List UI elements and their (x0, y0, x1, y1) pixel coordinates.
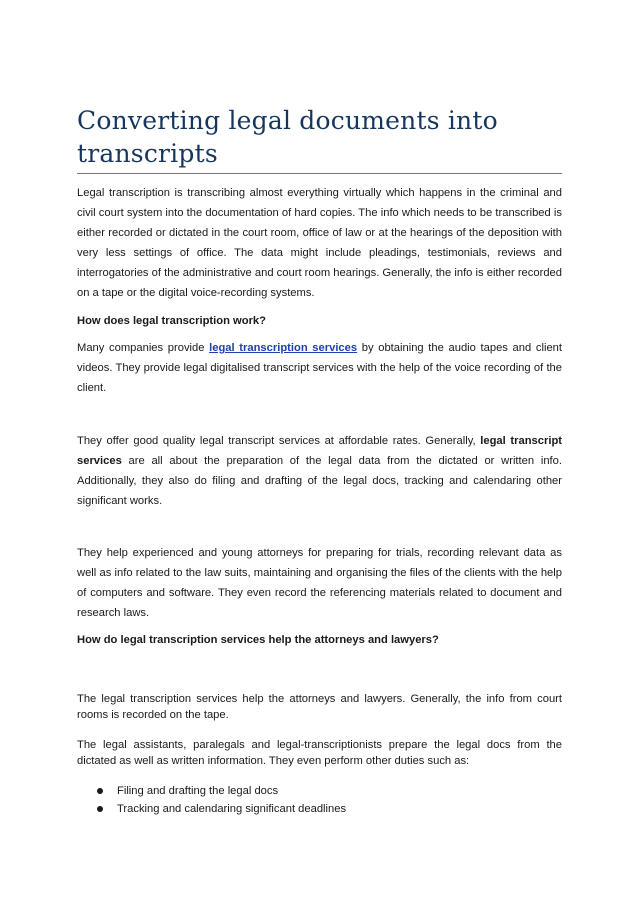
paragraph-quality-bold: legal transcript services (77, 435, 563, 467)
section-heading-how-it-works: How does legal transcription work? (77, 315, 266, 327)
list-item (77, 782, 562, 800)
bullet-icon (97, 788, 103, 794)
paragraph-duties: The legal assistants, paralegals and legal-transcriptionists prepare the legal docs from the dictated as well as written information. They even perform other duties such as: (77, 739, 562, 767)
paragraph-quality (77, 431, 562, 511)
intro-paragraph: Legal transcription is transcribing almost everything virtually which happens in the criminal and civil court system into the documentation of hard copies. The info which needs to be transcribed is either recorded or dictated in the court room, office of law or at the hearings of the deposition with very less settings of office. The data might include pleadings, testimonials, reviews and interrogatories of the administrative and court room hearings. Generally, the info is either recorded on a tape or the digital voice-recording systems. (77, 187, 562, 299)
duties-list (77, 782, 562, 818)
paragraph-quality-text-2: are all about the preparation of the legal data from the dictated or written info. Additionally, they also do filing and drafting of the legal docs, tracking and calendaring other significant works. (77, 455, 562, 507)
document-page (77, 0, 562, 903)
legal-transcription-services-link[interactable]: legal transcription services (209, 342, 358, 354)
document-title: Converting legal documents into transcripts (77, 106, 498, 168)
bullet-icon (97, 806, 103, 812)
section-heading-how-it-helps: How do legal transcription services help the attorneys and lawyers? (77, 634, 439, 646)
paragraph-tape: The legal transcription services help the attorneys and lawyers. Generally, the info from court rooms is recorded on the tape. (77, 693, 562, 721)
paragraph-attorneys: They help experienced and young attorneys for preparing for trials, recording relevant data as well as info related to the law suits, maintaining and organising the files of the clients with the help of computers and software. They even record the referencing materials related to document and research laws. (77, 547, 562, 619)
list-item (77, 800, 562, 818)
list-item-text: Filing and drafting the legal docs (117, 785, 279, 797)
paragraph-providers (77, 338, 562, 398)
list-item-text: Tracking and calendaring significant deadlines (117, 803, 347, 815)
title-divider (77, 173, 562, 174)
paragraph-providers-text-1: Many companies provide (77, 342, 210, 354)
paragraph-providers-text-2: by obtaining the audio tapes and client videos. They provide legal digitalised transcript services with the help of the voice recording of the client. (77, 342, 562, 394)
paragraph-quality-text-1: They offer good quality legal transcript services at affordable rates. Generally, (77, 435, 481, 447)
